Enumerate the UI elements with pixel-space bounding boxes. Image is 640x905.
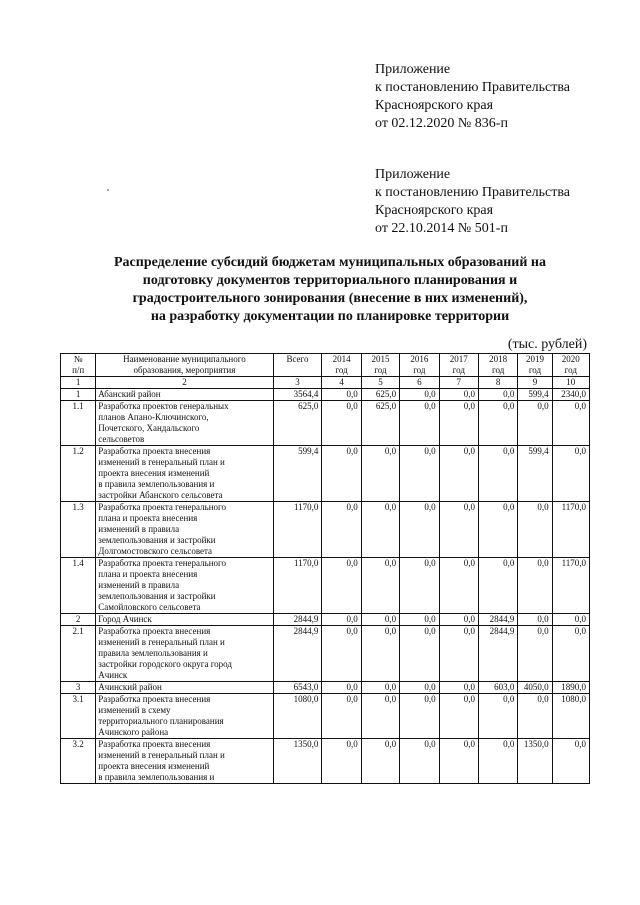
column-number: 7 — [439, 377, 478, 389]
row-name-line: проекта внесения изменений — [98, 761, 210, 771]
column-numbers-row — [61, 377, 590, 389]
column-header-line: год — [564, 365, 577, 375]
row-name-line: Ачинск — [98, 670, 128, 680]
row-value: 0,0 — [439, 401, 478, 446]
row-value: 1890,0 — [552, 682, 589, 694]
row-value: 0,0 — [361, 446, 399, 502]
row-value: 1170,0 — [273, 558, 322, 614]
row-name — [96, 401, 273, 446]
units-label: (тыс. рублей) — [507, 337, 587, 352]
row-value: 0,0 — [518, 626, 552, 682]
column-header — [439, 354, 478, 377]
row-name-line: Разработка проекта внесения — [98, 626, 211, 636]
row-number: 3.2 — [61, 739, 96, 784]
title-line: на разработку документации по планировке территории — [150, 309, 510, 324]
header-line: Приложение — [375, 62, 451, 77]
row-number: 1.3 — [61, 502, 96, 558]
column-header-line: № — [73, 354, 83, 364]
row-name-line: Абанский район — [98, 389, 161, 399]
column-number: 2 — [96, 377, 273, 389]
row-value: 0,0 — [552, 446, 589, 502]
row-value: 0,0 — [518, 694, 552, 739]
row-value: 0,0 — [518, 401, 552, 446]
column-header — [518, 354, 552, 377]
row-name-line: Ачинского района — [98, 727, 169, 737]
row-name-line: землепользования и застройки — [98, 591, 216, 601]
row-value: 0,0 — [439, 502, 478, 558]
table-row — [61, 446, 590, 502]
row-value: 2844,9 — [273, 626, 322, 682]
row-name-line: изменений в генеральный план и — [98, 637, 225, 647]
row-value: 0,0 — [400, 739, 439, 784]
speck — [107, 189, 109, 191]
row-value: 0,0 — [552, 739, 589, 784]
row-number: 1.4 — [61, 558, 96, 614]
column-number: 5 — [361, 377, 399, 389]
column-header — [322, 354, 361, 377]
row-name-line: в правила землепользования и — [98, 772, 215, 782]
row-value: 0,0 — [478, 502, 517, 558]
column-header-line: 2019 — [525, 354, 544, 364]
table-row — [61, 389, 590, 401]
row-name-line: плана и проекта внесения — [98, 569, 198, 579]
row-name-line: изменений в генеральный план и — [98, 457, 225, 467]
row-value: 6543,0 — [273, 682, 322, 694]
row-name-line: застройки городского округа город — [98, 659, 232, 669]
row-value: 0,0 — [439, 626, 478, 682]
row-name-line: изменений в правила — [98, 580, 180, 590]
row-name-line: Разработка проекта генерального — [98, 502, 226, 512]
header-line: Приложение — [375, 167, 451, 182]
row-name — [96, 614, 273, 626]
row-name-line: Разработка проекта генерального — [98, 558, 226, 568]
column-header-line: год — [413, 365, 426, 375]
row-name — [96, 626, 273, 682]
row-value: 625,0 — [273, 401, 322, 446]
row-name-line: изменений в схему — [98, 705, 171, 715]
table-row — [61, 558, 590, 614]
row-name-line: территориального планирования — [98, 716, 224, 726]
column-header-line: 2018 — [489, 354, 508, 364]
row-value: 0,0 — [518, 614, 552, 626]
row-name-line: Разработка проекта внесения — [98, 446, 211, 456]
document-title — [60, 254, 600, 326]
row-value: 4050,0 — [518, 682, 552, 694]
column-number: 8 — [478, 377, 517, 389]
row-value: 2844,9 — [478, 626, 517, 682]
row-value: 0,0 — [361, 502, 399, 558]
row-value: 0,0 — [322, 682, 361, 694]
column-number: 9 — [518, 377, 552, 389]
row-value: 0,0 — [400, 502, 439, 558]
row-value: 0,0 — [361, 614, 399, 626]
column-header — [361, 354, 399, 377]
column-header-line: 2020 — [561, 354, 580, 364]
row-name — [96, 682, 273, 694]
column-header-line: год — [452, 365, 465, 375]
row-value: 0,0 — [400, 626, 439, 682]
table-row — [61, 694, 590, 739]
row-name-line: планов Апано-Ключинского, — [98, 412, 209, 422]
row-value: 0,0 — [322, 389, 361, 401]
row-value: 0,0 — [400, 682, 439, 694]
column-header-line: Наименование муниципального — [123, 354, 246, 364]
row-value: 0,0 — [322, 446, 361, 502]
row-number: 1.1 — [61, 401, 96, 446]
row-name — [96, 502, 273, 558]
row-value: 0,0 — [322, 626, 361, 682]
row-name-line: изменений в правила — [98, 524, 180, 534]
row-number: 2 — [61, 614, 96, 626]
row-value: 0,0 — [478, 739, 517, 784]
row-value: 0,0 — [552, 614, 589, 626]
row-number: 3 — [61, 682, 96, 694]
row-number: 1 — [61, 389, 96, 401]
row-value: 0,0 — [361, 558, 399, 614]
row-value: 1170,0 — [552, 502, 589, 558]
row-value: 603,0 — [478, 682, 517, 694]
row-name-line: Разработка проекта внесения — [98, 694, 211, 704]
table-row — [61, 739, 590, 784]
row-value: 0,0 — [439, 694, 478, 739]
row-name — [96, 694, 273, 739]
column-header-line: образования, мероприятия — [133, 365, 236, 375]
row-value: 2844,9 — [478, 614, 517, 626]
header-line: Красноярского края — [375, 98, 494, 113]
row-value: 0,0 — [322, 502, 361, 558]
table-row — [61, 502, 590, 558]
appendix-header-original — [375, 166, 570, 238]
row-name-line: Разработка проекта внесения — [98, 739, 211, 749]
table-body — [61, 389, 590, 784]
row-name-line: Ачинский район — [98, 682, 162, 692]
table-row — [61, 682, 590, 694]
subsidy-table — [60, 353, 590, 784]
row-value: 0,0 — [322, 694, 361, 739]
row-name-line: Разработка проектов генеральных — [98, 401, 229, 411]
row-name-line: Почетского, Хандальского — [98, 423, 200, 433]
column-header-line: Всего — [286, 354, 309, 364]
row-value: 1350,0 — [518, 739, 552, 784]
row-name-line: Город Ачинск — [98, 614, 152, 624]
column-header-line: п/п — [72, 365, 85, 375]
row-name-line: землепользования и застройки — [98, 535, 216, 545]
column-header-line: год — [335, 365, 348, 375]
row-value: 0,0 — [478, 446, 517, 502]
row-number: 2.1 — [61, 626, 96, 682]
row-value: 0,0 — [439, 682, 478, 694]
row-value: 0,0 — [518, 502, 552, 558]
table-row — [61, 401, 590, 446]
header-line: к постановлению Правительства — [375, 80, 571, 95]
row-value: 0,0 — [478, 401, 517, 446]
header-line: от 02.12.2020 № 836-п — [375, 116, 508, 131]
row-value: 0,0 — [400, 446, 439, 502]
header-line: Красноярского края — [375, 203, 494, 218]
row-value: 0,0 — [400, 389, 439, 401]
row-name-line: правила землепользования и — [98, 648, 208, 658]
row-value: 0,0 — [518, 558, 552, 614]
title-line: градостроительного зонирования (внесение в них изменений), — [132, 291, 528, 306]
row-name — [96, 389, 273, 401]
column-header — [96, 354, 273, 377]
row-value: 0,0 — [439, 614, 478, 626]
row-name-line: в правила землепользования и — [98, 479, 215, 489]
row-value: 2844,9 — [273, 614, 322, 626]
column-header — [552, 354, 589, 377]
row-value: 625,0 — [361, 389, 399, 401]
row-name — [96, 558, 273, 614]
column-header — [61, 354, 96, 377]
row-name-line: Долгомостовского сельсовета — [98, 546, 213, 556]
column-number: 1 — [61, 377, 96, 389]
row-value: 0,0 — [439, 739, 478, 784]
row-value: 0,0 — [552, 626, 589, 682]
row-value: 0,0 — [361, 694, 399, 739]
column-header-line: год — [528, 365, 542, 375]
column-header — [273, 354, 322, 377]
row-name-line: застройки Абанского сельсовета — [98, 490, 223, 500]
column-header-line: год — [492, 365, 505, 375]
row-value: 0,0 — [478, 694, 517, 739]
row-name-line: плана и проекта внесения — [98, 513, 198, 523]
row-value: 625,0 — [361, 401, 399, 446]
row-value: 1170,0 — [552, 558, 589, 614]
row-value: 1350,0 — [273, 739, 322, 784]
row-name-line: проекта внесения изменений — [98, 468, 210, 478]
row-value: 0,0 — [400, 401, 439, 446]
row-value: 2340,0 — [552, 389, 589, 401]
row-value: 1080,0 — [552, 694, 589, 739]
row-value: 599,4 — [518, 389, 552, 401]
row-value: 0,0 — [439, 389, 478, 401]
row-number: 1.2 — [61, 446, 96, 502]
column-header-line: год — [374, 365, 387, 375]
table-header-row — [61, 354, 590, 377]
column-number: 6 — [400, 377, 439, 389]
row-value: 0,0 — [400, 558, 439, 614]
row-value: 0,0 — [322, 401, 361, 446]
column-number: 4 — [322, 377, 361, 389]
table-row — [61, 626, 590, 682]
column-header — [478, 354, 517, 377]
column-header-line: 2014 — [332, 354, 351, 364]
row-value: 0,0 — [552, 401, 589, 446]
column-number: 3 — [273, 377, 322, 389]
column-number: 10 — [552, 377, 589, 389]
row-number: 3.1 — [61, 694, 96, 739]
row-value: 0,0 — [478, 558, 517, 614]
row-value: 1080,0 — [273, 694, 322, 739]
row-value: 0,0 — [322, 614, 361, 626]
row-value: 1170,0 — [273, 502, 322, 558]
row-value: 3564,4 — [273, 389, 322, 401]
row-value: 0,0 — [439, 446, 478, 502]
column-header — [400, 354, 439, 377]
row-value: 0,0 — [361, 626, 399, 682]
row-value: 0,0 — [400, 694, 439, 739]
row-name-line: Самойловского сельсовета — [98, 602, 201, 612]
row-value: 0,0 — [361, 682, 399, 694]
column-header-line: 2015 — [371, 354, 390, 364]
header-line: к постановлению Правительства — [375, 185, 571, 200]
table-row — [61, 614, 590, 626]
row-value: 599,4 — [273, 446, 322, 502]
row-name-line: сельсоветов — [98, 434, 145, 444]
row-value: 0,0 — [439, 558, 478, 614]
column-header-line: 2017 — [449, 354, 468, 364]
row-name-line: изменений в генеральный план и — [98, 750, 225, 760]
header-line: от 22.10.2014 № 501-п — [375, 221, 508, 236]
title-line: Распределение субсидий бюджетам муниципальных образований на — [114, 255, 546, 270]
row-name — [96, 446, 273, 502]
row-value: 0,0 — [322, 739, 361, 784]
column-header-line: 2016 — [410, 354, 429, 364]
row-value: 599,4 — [518, 446, 552, 502]
row-value: 0,0 — [478, 389, 517, 401]
appendix-header-current — [375, 61, 570, 133]
row-value: 0,0 — [322, 558, 361, 614]
title-line: подготовку документов территориального планирования и — [142, 273, 518, 288]
row-value: 0,0 — [400, 614, 439, 626]
row-name — [96, 739, 273, 784]
row-value: 0,0 — [361, 739, 399, 784]
